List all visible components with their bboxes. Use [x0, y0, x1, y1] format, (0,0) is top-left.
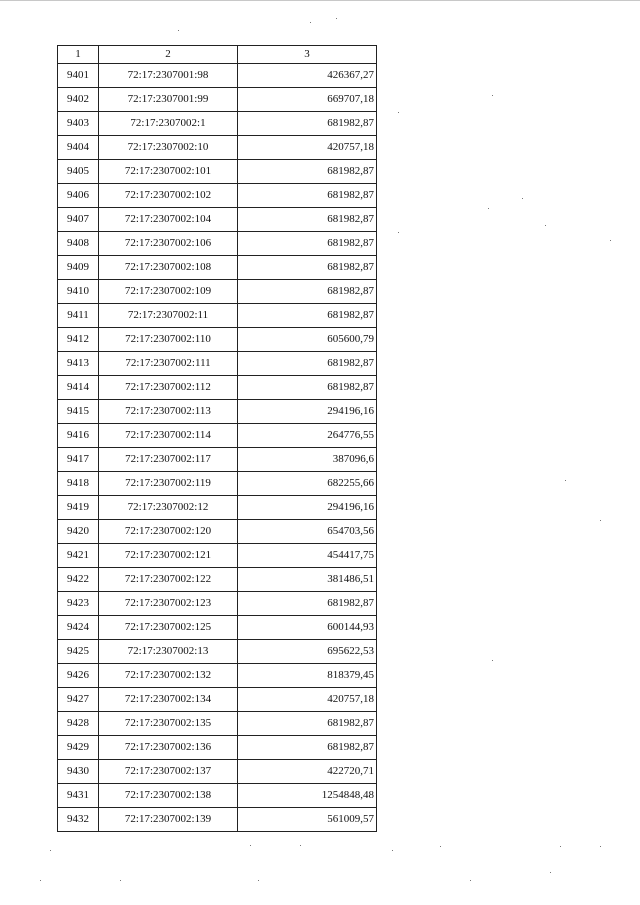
table-row [58, 376, 377, 400]
table-row [58, 208, 377, 232]
cadastral-number-cell: 72:17:2307002:1 [99, 112, 238, 136]
table-row [58, 664, 377, 688]
table-row [58, 544, 377, 568]
cadastral-value-cell: 681982,87 [238, 304, 377, 328]
cadastral-value-cell: 561009,57 [238, 808, 377, 832]
cadastral-number-cell: 72:17:2307002:113 [99, 400, 238, 424]
table-row [58, 712, 377, 736]
cadastral-number-cell: 72:17:2307001:99 [99, 88, 238, 112]
cadastral-number-cell: 72:17:2307002:102 [99, 184, 238, 208]
row-index-cell: 9406 [58, 184, 99, 208]
table-row [58, 448, 377, 472]
scan-speck [398, 112, 399, 113]
row-index-cell: 9426 [58, 664, 99, 688]
row-index-cell: 9408 [58, 232, 99, 256]
table-row [58, 88, 377, 112]
cadastral-value-cell: 681982,87 [238, 736, 377, 760]
scan-speck [310, 22, 311, 23]
cadastral-value-cell: 420757,18 [238, 136, 377, 160]
table-row [58, 232, 377, 256]
cadastral-number-cell: 72:17:2307002:139 [99, 808, 238, 832]
table-row [58, 328, 377, 352]
cadastral-value-cell: 264776,55 [238, 424, 377, 448]
cadastral-number-cell: 72:17:2307002:134 [99, 688, 238, 712]
row-index-cell: 9422 [58, 568, 99, 592]
table-row [58, 112, 377, 136]
row-index-cell: 9427 [58, 688, 99, 712]
table-row [58, 736, 377, 760]
cadastral-value-cell: 681982,87 [238, 184, 377, 208]
table-row [58, 760, 377, 784]
row-index-cell: 9407 [58, 208, 99, 232]
table-row [58, 784, 377, 808]
cadastral-value-cell: 681982,87 [238, 280, 377, 304]
row-index-cell: 9417 [58, 448, 99, 472]
table-row [58, 808, 377, 832]
scan-speck [178, 30, 179, 31]
cadastral-value-cell: 381486,51 [238, 568, 377, 592]
row-index-cell: 9410 [58, 280, 99, 304]
row-index-cell: 9411 [58, 304, 99, 328]
cadastral-value-cell: 387096,6 [238, 448, 377, 472]
cadastral-value-cell: 682255,66 [238, 472, 377, 496]
scan-speck [300, 845, 301, 846]
cadastral-number-cell: 72:17:2307002:132 [99, 664, 238, 688]
row-index-cell: 9431 [58, 784, 99, 808]
cadastral-number-cell: 72:17:2307002:112 [99, 376, 238, 400]
scan-speck [492, 660, 493, 661]
cadastral-value-cell: 600144,93 [238, 616, 377, 640]
row-index-cell: 9432 [58, 808, 99, 832]
cadastral-value-cell: 681982,87 [238, 232, 377, 256]
table-row [58, 256, 377, 280]
cadastral-value-cell: 454417,75 [238, 544, 377, 568]
scan-speck [250, 845, 251, 846]
cadastral-value-cell: 294196,16 [238, 400, 377, 424]
cadastral-number-cell: 72:17:2307002:138 [99, 784, 238, 808]
row-index-cell: 9425 [58, 640, 99, 664]
cadastral-number-cell: 72:17:2307002:121 [99, 544, 238, 568]
table-row [58, 472, 377, 496]
table-header-row [58, 46, 377, 64]
row-index-cell: 9423 [58, 592, 99, 616]
row-index-cell: 9416 [58, 424, 99, 448]
cadastral-number-cell: 72:17:2307002:106 [99, 232, 238, 256]
cadastral-number-cell: 72:17:2307002:111 [99, 352, 238, 376]
table-row [58, 304, 377, 328]
table-row [58, 280, 377, 304]
row-index-cell: 9428 [58, 712, 99, 736]
cadastral-value-cell: 681982,87 [238, 112, 377, 136]
cadastral-value-cell: 681982,87 [238, 208, 377, 232]
row-index-cell: 9430 [58, 760, 99, 784]
scan-speck [600, 520, 601, 521]
table-row [58, 496, 377, 520]
cadastral-value-cell: 294196,16 [238, 496, 377, 520]
column-header-cadastral-number: 2 [99, 46, 238, 64]
cadastral-number-cell: 72:17:2307002:125 [99, 616, 238, 640]
scan-speck [488, 208, 489, 209]
cadastral-value-cell: 681982,87 [238, 592, 377, 616]
table-row [58, 592, 377, 616]
cadastral-value-table [57, 45, 377, 832]
scan-speck [258, 880, 259, 881]
scan-speck [565, 480, 566, 481]
cadastral-number-cell: 72:17:2307002:123 [99, 592, 238, 616]
row-index-cell: 9414 [58, 376, 99, 400]
cadastral-number-cell: 72:17:2307002:11 [99, 304, 238, 328]
row-index-cell: 9412 [58, 328, 99, 352]
row-index-cell: 9409 [58, 256, 99, 280]
cadastral-value-cell: 669707,18 [238, 88, 377, 112]
cadastral-number-cell: 72:17:2307002:13 [99, 640, 238, 664]
row-index-cell: 9420 [58, 520, 99, 544]
row-index-cell: 9418 [58, 472, 99, 496]
scan-speck [120, 880, 121, 881]
table-row [58, 184, 377, 208]
cadastral-value-cell: 422720,71 [238, 760, 377, 784]
scan-speck [470, 880, 471, 881]
table-row [58, 136, 377, 160]
cadastral-value-cell: 681982,87 [238, 352, 377, 376]
row-index-cell: 9419 [58, 496, 99, 520]
table-row [58, 568, 377, 592]
cadastral-number-cell: 72:17:2307002:109 [99, 280, 238, 304]
table-row [58, 640, 377, 664]
row-index-cell: 9429 [58, 736, 99, 760]
scan-speck [40, 880, 41, 881]
column-header-value: 3 [238, 46, 377, 64]
cadastral-value-cell: 818379,45 [238, 664, 377, 688]
cadastral-number-cell: 72:17:2307002:136 [99, 736, 238, 760]
scan-speck [336, 18, 337, 19]
column-header-index: 1 [58, 46, 99, 64]
cadastral-value-cell: 681982,87 [238, 256, 377, 280]
table-row [58, 520, 377, 544]
table-row [58, 688, 377, 712]
cadastral-number-cell: 72:17:2307002:120 [99, 520, 238, 544]
scan-speck [600, 846, 601, 847]
scan-speck [522, 198, 523, 199]
cadastral-number-cell: 72:17:2307002:10 [99, 136, 238, 160]
row-index-cell: 9421 [58, 544, 99, 568]
page-top-edge [0, 0, 640, 1]
row-index-cell: 9401 [58, 64, 99, 88]
cadastral-number-cell: 72:17:2307002:104 [99, 208, 238, 232]
table-row [58, 400, 377, 424]
cadastral-value-cell: 681982,87 [238, 712, 377, 736]
cadastral-value-cell: 695622,53 [238, 640, 377, 664]
cadastral-number-cell: 72:17:2307002:117 [99, 448, 238, 472]
cadastral-number-cell: 72:17:2307002:108 [99, 256, 238, 280]
scan-speck [545, 225, 546, 226]
scan-speck [492, 95, 493, 96]
cadastral-number-cell: 72:17:2307002:114 [99, 424, 238, 448]
scan-speck [440, 846, 441, 847]
scan-speck [550, 872, 551, 873]
cadastral-number-cell: 72:17:2307002:119 [99, 472, 238, 496]
row-index-cell: 9415 [58, 400, 99, 424]
cadastral-value-cell: 681982,87 [238, 376, 377, 400]
cadastral-number-cell: 72:17:2307002:101 [99, 160, 238, 184]
row-index-cell: 9403 [58, 112, 99, 136]
row-index-cell: 9413 [58, 352, 99, 376]
table-row [58, 160, 377, 184]
scan-speck [560, 846, 561, 847]
row-index-cell: 9404 [58, 136, 99, 160]
cadastral-value-cell: 681982,87 [238, 160, 377, 184]
cadastral-number-cell: 72:17:2307001:98 [99, 64, 238, 88]
scan-speck [610, 240, 611, 241]
scan-speck [50, 850, 51, 851]
cadastral-value-cell: 420757,18 [238, 688, 377, 712]
row-index-cell: 9405 [58, 160, 99, 184]
cadastral-number-cell: 72:17:2307002:110 [99, 328, 238, 352]
table-row [58, 616, 377, 640]
cadastral-number-cell: 72:17:2307002:135 [99, 712, 238, 736]
row-index-cell: 9402 [58, 88, 99, 112]
scan-speck [392, 850, 393, 851]
cadastral-value-cell: 654703,56 [238, 520, 377, 544]
table-body [58, 64, 377, 832]
cadastral-value-cell: 605600,79 [238, 328, 377, 352]
cadastral-number-cell: 72:17:2307002:137 [99, 760, 238, 784]
table-row [58, 352, 377, 376]
cadastral-number-cell: 72:17:2307002:12 [99, 496, 238, 520]
cadastral-number-cell: 72:17:2307002:122 [99, 568, 238, 592]
cadastral-value-cell: 426367,27 [238, 64, 377, 88]
table-row [58, 64, 377, 88]
cadastral-value-cell: 1254848,48 [238, 784, 377, 808]
scan-speck [398, 232, 399, 233]
row-index-cell: 9424 [58, 616, 99, 640]
table-row [58, 424, 377, 448]
